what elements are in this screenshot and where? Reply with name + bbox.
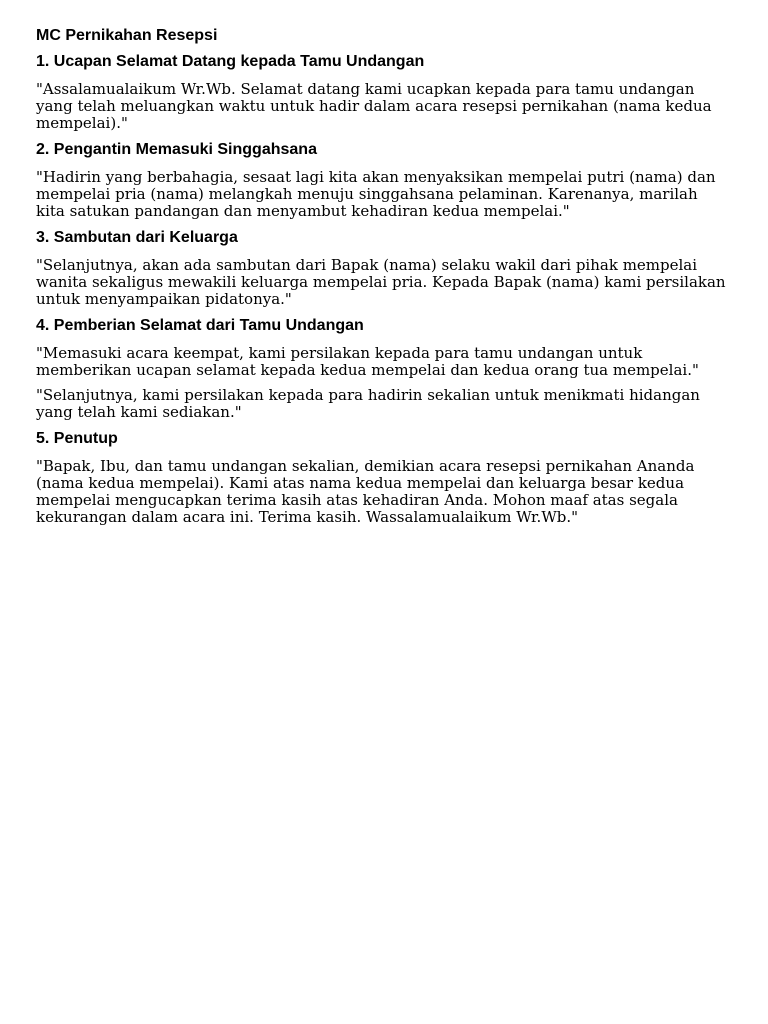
section-heading: 5. Penutup [36,430,118,447]
section-heading: 3. Sambutan dari Keluarga [36,229,238,246]
section-family-speech [36,228,726,308]
section-heading: 4. Pemberian Selamat dari Tamu Undangan [36,317,364,334]
section-paragraph: "Assalamualaikum Wr.Wb. Selamat datang kami ucapkan kepada para tamu undangan yang telah meluangkan waktu untuk hadir dalam acara resepsi pernikahan (nama kedua mempelai)." [36,80,712,132]
section-paragraph: "Selanjutnya, akan ada sambutan dari Bapak (nama) selaku wakil dari pihak mempelai wanita sekaligus mewakili keluarga mempelai pria. Kepada Bapak (nama) kami persilakan untuk menyampaikan pidatonya." [36,256,726,308]
document-title: MC Pernikahan Resepsi [36,27,218,44]
section-welcome [36,52,726,132]
section-congratulations [36,316,726,421]
document-page [36,26,726,534]
section-paragraph: "Memasuki acara keempat, kami persilakan kepada para tamu undangan untuk memberikan ucapan selamat kepada kedua mempelai dan kedua orang tua mempelai." [36,344,699,379]
section-paragraph: "Bapak, Ibu, dan tamu undangan sekalian, demikian acara resepsi pernikahan Ananda (nama kedua mempelai). Kami atas nama kedua mempelai dan keluarga besar kedua mempelai mengucapkan terima kasih atas kehadiran Anda. Mohon maaf atas segala kekurangan dalam acara ini. Terima kasih. Wassalamualaikum Wr.Wb." [36,457,695,526]
section-heading: 1. Ucapan Selamat Datang kepada Tamu Undangan [36,53,425,70]
section-paragraph: "Selanjutnya, kami persilakan kepada para hadirin sekalian untuk menikmati hidangan yang telah kami sediakan." [36,386,700,421]
section-couple-entrance [36,140,726,220]
section-paragraph: "Hadirin yang berbahagia, sesaat lagi kita akan menyaksikan mempelai putri (nama) dan mempelai pria (nama) melangkah menuju singgahsana pelaminan. Karenanya, marilah kita satukan pandangan dan menyambut kehadiran kedua mempelai." [36,168,716,220]
section-heading: 2. Pengantin Memasuki Singgahsana [36,141,317,158]
section-closing [36,429,726,526]
